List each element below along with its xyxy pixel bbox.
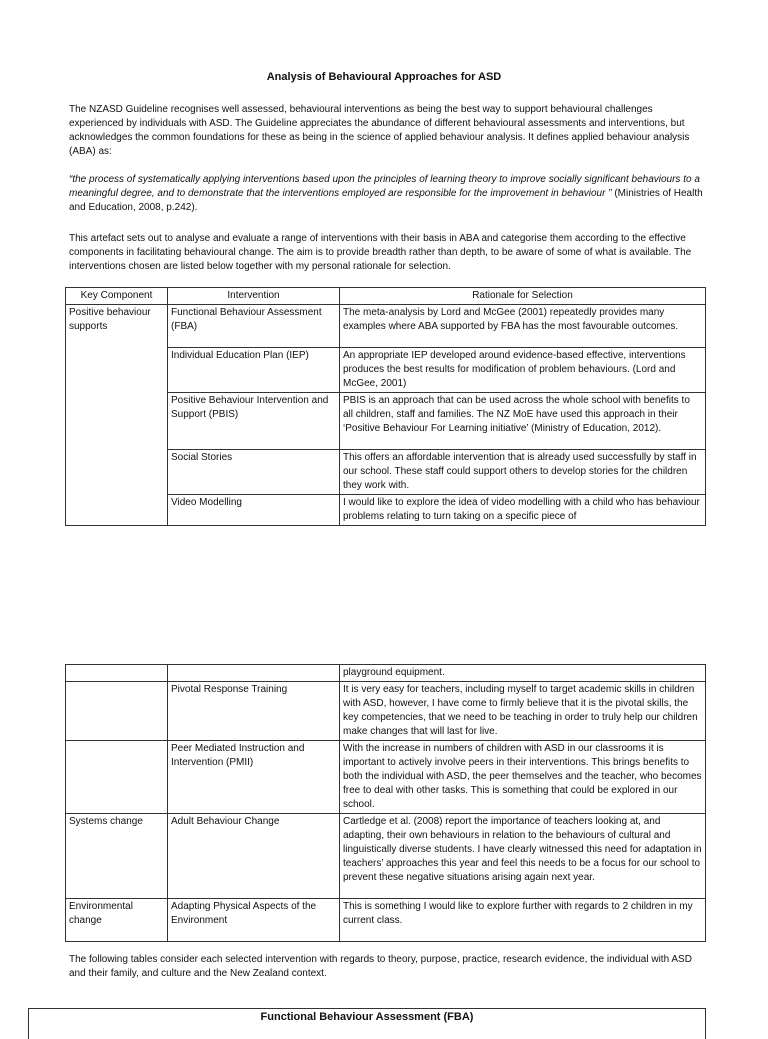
document-title: Analysis of Behavioural Approaches for ASD <box>266 71 502 83</box>
cell-rationale: playground equipment. <box>340 665 706 682</box>
cell-rationale: This is something I would like to explore further with regards to 2 children in my current class. <box>340 899 706 942</box>
table-row <box>66 814 706 899</box>
cell-intervention: Individual Education Plan (IEP) <box>168 348 340 393</box>
interventions-table-part2 <box>65 664 706 942</box>
table-row <box>66 899 706 942</box>
cell-rationale: PBIS is an approach that can be used across the whole school with benefits to all children, staff and families. The NZ MoE have used this approach in their ‘Positive Behaviour For Learning initiative’ (Ministry of Education, 2012). <box>340 393 706 450</box>
header-rationale: Rationale for Selection <box>340 288 706 305</box>
following-tables-paragraph: The following tables consider each selected intervention with regards to theory, purpose, practice, research evidence, the individual with ASD and their family, and culture and the New Zealand context. <box>69 954 692 979</box>
aba-definition-quote <box>69 173 704 215</box>
intro-paragraph: The NZASD Guideline recognises well assessed, behavioural interventions as being the best way to support behavioural challenges experienced by individuals with ASD. The Guideline appreciates the abundance of different behavioural assessments and interventions, but acknowledges the common foundations for these as being in the science of applied behaviour analysis. It defines applied behaviour analysis (ABA) as: <box>69 104 690 157</box>
header-key-component: Key Component <box>66 288 168 305</box>
cell-rationale: I would like to explore the idea of video modelling with a child who has behaviour problems relating to turn taking on a specific piece of <box>340 495 706 526</box>
header-intervention: Intervention <box>168 288 340 305</box>
table-row <box>66 682 706 741</box>
cell-intervention: Pivotal Response Training <box>168 682 340 741</box>
cell-component: Systems change <box>66 814 168 899</box>
cell-rationale: An appropriate IEP developed around evidence-based effective, interventions produces the best results for modification of problem behaviours. (Lord and McGee, 2001) <box>340 348 706 393</box>
cell-intervention: Functional Behaviour Assessment (FBA) <box>168 305 340 348</box>
cell-rationale: The meta-analysis by Lord and McGee (2001) repeatedly provides many examples where ABA supported by FBA has the most favourable outcomes. <box>340 305 706 348</box>
cell-intervention: Peer Mediated Instruction and Intervention (PMII) <box>168 741 340 814</box>
cell-component <box>66 682 168 741</box>
table-header-row <box>66 288 706 305</box>
cell-component: Environmental change <box>66 899 168 942</box>
table-row <box>66 305 706 348</box>
cell-intervention: Adult Behaviour Change <box>168 814 340 899</box>
fba-table-heading: Functional Behaviour Assessment (FBA) <box>260 1011 474 1023</box>
cell-rationale: Cartledge et al. (2008) report the importance of teachers looking at, and adapting, their own behaviours in relation to the behaviours of cultural and linguistically diverse students. I have clearly witnessed this need for adaptation in teachers’ approaches this year and feel this needs to be a focus for our school to prevent these negative situations arising again next year. <box>340 814 706 899</box>
cell-rationale: It is very easy for teachers, including myself to target academic skills in children with ASD, however, I have come to firmly believe that it is the pivotal skills, the key competencies, that we need to be teaching in order to truly help our children make changes that will last for live. <box>340 682 706 741</box>
cell-component <box>66 665 168 682</box>
interventions-table-part1 <box>65 287 706 526</box>
cell-intervention: Video Modelling <box>168 495 340 526</box>
cell-rationale: This offers an affordable intervention that is already used successfully by staff in our school. These staff could support others to develop stories for the children they work with. <box>340 450 706 495</box>
cell-rationale: With the increase in numbers of children with ASD in our classrooms it is important to actively involve peers in their interventions. This brings benefits to both the individual with ASD, the peer themselves and the teacher, who becomes free to deal with other tasks. This is something that could be explored in our school. <box>340 741 706 814</box>
table-row <box>66 665 706 682</box>
artefact-paragraph: This artefact sets out to analyse and evaluate a range of interventions with their basis in ABA and categorise them according to the effective components in facilitating behavioural change. The aim is to provide breadth rather than depth, to be aware of some of what is available. The interventions chosen are listed below together with my personal rationale for selection. <box>69 233 692 272</box>
quote-text: “the process of systematically applying interventions based upon the principles of learning theory to improve socially significant behaviours to a meaningful degree, and to demonstrate that the interventions employed are responsible for the improvement in behaviour ” <box>69 174 700 199</box>
cell-component: Positive behaviour supports <box>66 305 168 526</box>
table-row <box>66 741 706 814</box>
quote-citation: (Ministries of Health and Education, 2008, p.242). <box>69 188 703 213</box>
cell-intervention: Positive Behaviour Intervention and Support (PBIS) <box>168 393 340 450</box>
cell-component <box>66 741 168 814</box>
cell-intervention: Adapting Physical Aspects of the Environment <box>168 899 340 942</box>
cell-intervention: Social Stories <box>168 450 340 495</box>
cell-intervention <box>168 665 340 682</box>
